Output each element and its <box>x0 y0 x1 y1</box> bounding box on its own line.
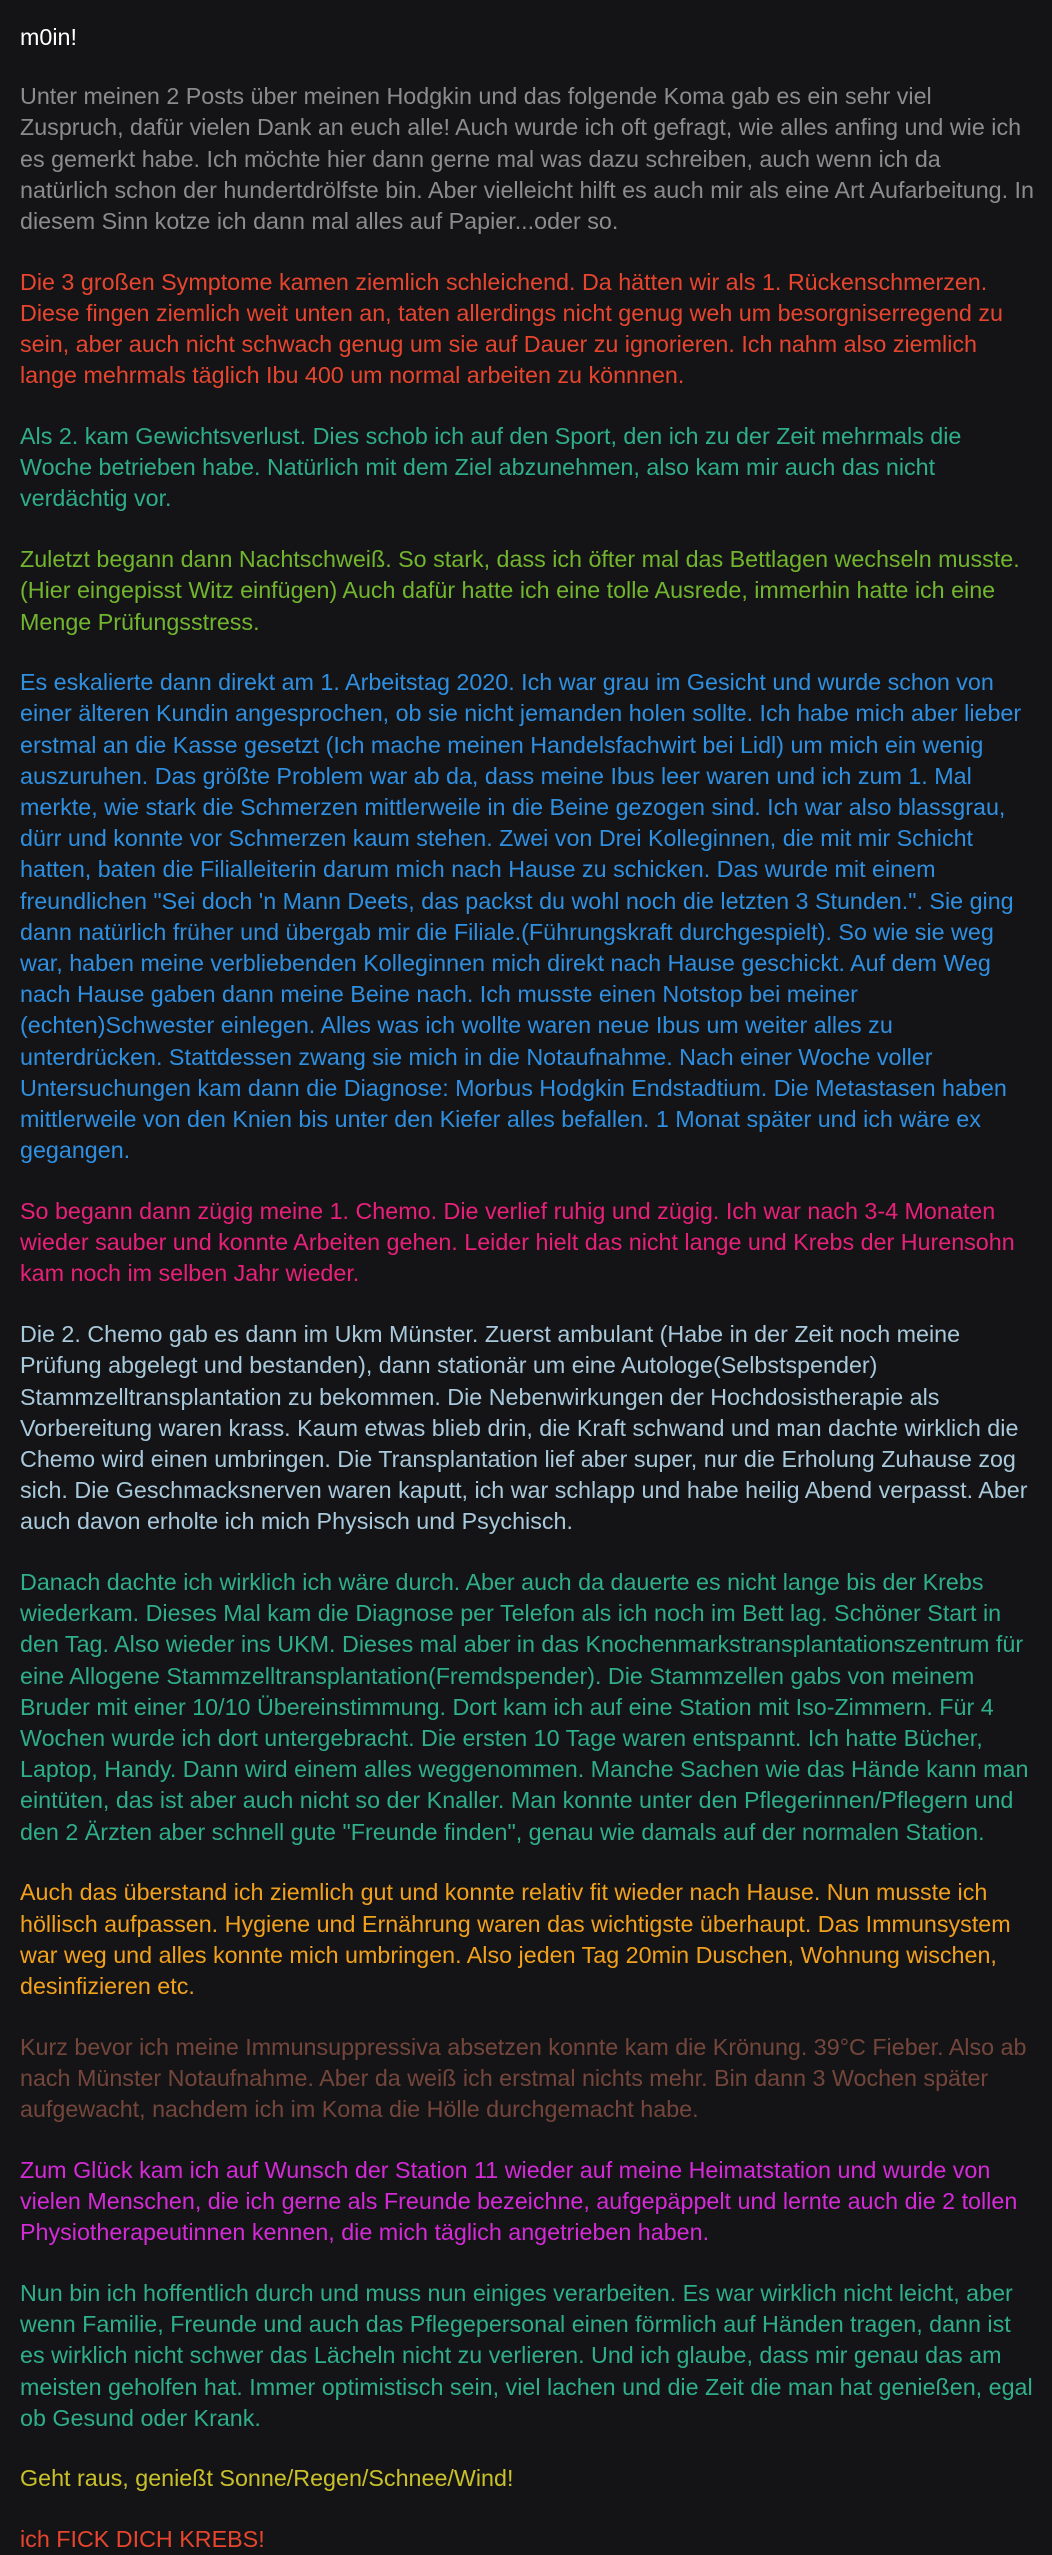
paragraph-back-pain: Die 3 großen Symptome kamen ziemlich schleichend. Da hätten wir als 1. Rückenschmerzen. Diese fingen ziemlich weit unten an, taten allerdings nicht genug weh um besorgniserregend zu sein, aber auch nicht schwach genug um sie auf Dauer zu ignorieren. Ich nahm also ziemlich lange mehrmals täglich Ibu 400 um normal arbeiten zu könnnen. <box>20 268 1003 389</box>
post-greeting: m0in! <box>20 24 77 50</box>
paragraph-second-chemo: Die 2. Chemo gab es dann im Ukm Münster. Zuerst ambulant (Habe in der Zeit noch meine Prüfung abgelegt und bestanden), dann stationär um eine Autologe(Selbstspender) Stammzelltransplantation zu bekommen. Die Nebenwirkungen der Hochdosistherapie als Vorbereitung waren krass. Kaum etwas blieb drin, die Kraft schwand und man dachte wirklich die Chemo wird einen umbringen. Die Transplantation lief aber super, nur die Erholung Zuhause zog sich. Die Geschmacksnerven waren kaputt, ich war schlapp und habe heilig Abend verpasst. Aber auch davon erholte ich mich Physisch und Psychisch. <box>20 1321 1028 1535</box>
paragraph-closing: ich FICK DICH KREBS! <box>20 2526 265 2553</box>
paragraph-go-outside: Geht raus, genießt Sonne/Regen/Schnee/Wind! <box>20 2465 514 2492</box>
paragraph-coma: Kurz bevor ich meine Immunsuppressiva absetzen konnte kam die Krönung. 39°C Fieber. Also ab nach Münster Notaufnahme. Aber da weiß ich erstmal nichts mehr. Bin dann 3 Wochen später aufgewacht, nachdem ich im Koma die Hölle durchgemacht habe. <box>20 2033 1027 2123</box>
paragraph-intro: Unter meinen 2 Posts über meinen Hodgkin und das folgende Koma gab es ein sehr viel Zuspruch, dafür vielen Dank an euch alle! Auch wurde ich oft gefragt, wie alles anfing und wie ich es gemerkt habe. Ich möchte hier dann gerne mal was dazu schreiben, auch wenn ich da natürlich schon der hundertdrölfste bin. Aber vielleicht hilft es auch mir als eine Art Aufarbeitung. In diesem Sinn kotze ich dann mal alles auf Papier...oder so. <box>20 83 1034 235</box>
paragraph-station-11: Zum Glück kam ich auf Wunsch der Station 11 wieder auf meine Heimatstation und wurde von vielen Menschen, die ich gerne als Freunde bezeichne, aufgepäppelt und lernte auch die 2 tollen Physiotherapeutinnen kennen, die mich täglich angetrieben haben. <box>20 2156 1018 2246</box>
paragraph-recovery-home: Auch das überstand ich ziemlich gut und konnte relativ fit wieder nach Hause. Nun musste ich höllisch aufpassen. Hygiene und Ernährung waren das wichtigste überhaupt. Das Immunsystem war weg und alles konnte mich umbringen. Also jeden Tag 20min Duschen, Wohnung wischen, desinfizieren etc. <box>20 1879 1011 1999</box>
paragraph-reflection: Nun bin ich hoffentlich durch und muss nun einiges verarbeiten. Es war wirklich nicht leicht, aber wenn Familie, Freunde und auch das Pflegepersonal einen förmlich auf Händen tragen, dann ist es wirklich nicht schwer das Lächeln nicht zu verlieren. Und ich glaube, dass mir genau das am meisten geholfen hat. Immer optimistisch sein, viel lachen und die Zeit die man hat genießen, egal ob Gesund oder Krank. <box>20 2279 1033 2431</box>
paragraph-weight-loss: Als 2. kam Gewichtsverlust. Dies schob ich auf den Sport, den ich zu der Zeit mehrmals die Woche betrieben habe. Natürlich mit dem Ziel abzunehmen, also kam mir auch das nicht verdächtig vor. <box>20 423 962 512</box>
paragraph-first-chemo: So begann dann zügig meine 1. Chemo. Die verlief ruhig und zügig. Ich war nach 3-4 Monaten wieder sauber und konnte Arbeiten gehen. Leider hielt das nicht lange und Krebs der Hurensohn kam noch im selben Jahr wieder. <box>20 1198 1015 1287</box>
paragraph-escalation: Es eskalierte dann direkt am 1. Arbeitstag 2020. Ich war grau im Gesicht und wurde schon von einer älteren Kundin angesprochen, ob sie nicht jemanden holen sollte. Ich habe mich aber lieber erstmal an die Kasse gesetzt (Ich mache meinen Handelsfachwirt bei Lidl) um mich ein wenig auszuruhen. Das größte Problem war ab da, dass meine Ibus leer waren und ich zum 1. Mal merkte, wie stark die Schmerzen mittlerweile in die Beine gezogen sind. Ich war also blassgrau, dürr und konnte vor Schmerzen kaum stehen. Zwei von Drei Kolleginnen, die mit mir Schicht hatten, baten die Filialleiterin darum mich nach Hause zu schicken. Das wurde mit einem freundlichen "Sei doch 'n Mann Deets, das packst du wohl noch die letzten 3 Stunden.". Sie ging dann natürlich früher und übergab mir die Filiale.(Führungskraft durchgespielt). So wie sie weg war, haben meine verbliebenden Kolleginnen mich direkt nach Hause geschickt. Auf dem Weg nach Hause gaben dann meine Beine nach. Ich musste einen Notstop bei meiner (echten)Schwester einlegen. Alles was ich wollte waren neue Ibus um weiter alles zu unterdrücken. Stattdessen zwang sie mich in die Notaufnahme. Nach einer Woche voller Untersuchungen kam dann die Diagnose: Morbus Hodgkin Endstadtium. Die Metastasen haben mittlerweile von den Knien bis unter den Kiefer alles befallen. 1 Monat später und ich wäre ex gegangen. <box>20 669 1022 1164</box>
paragraph-transplant: Danach dachte ich wirklich ich wäre durch. Aber auch da dauerte es nicht lange bis der Krebs wiederkam. Dieses Mal kam die Diagnose per Telefon als ich noch im Bett lag. Schöner Start in den Tag. Also wieder ins UKM. Dieses mal aber in das Knochenmarkstransplantationszentrum für eine Allogene Stammzelltransplantation(Fremdspender). Die Stammzellen gabs von meinem Bruder mit einer 10/10 Übereinstimmung. Dort kam ich auf eine Station mit Iso-Zimmern. Für 4 Wochen wurde ich dort untergebracht. Die ersten 10 Tage waren entspannt. Ich hatte Bücher, Laptop, Handy. Dann wird einem alles weggenommen. Manche Sachen wie das Hände kann man eintüten, das ist aber auch nicht so der Knaller. Man konnte unter den Pflegerinnen/Pflegern und den 2 Ärzten aber schnell gute "Freunde finden", genau wie damals auf der normalen Station. <box>20 1569 1029 1845</box>
paragraph-night-sweats: Zuletzt begann dann Nachtschweiß. So stark, dass ich öfter mal das Bettlagen wechseln musste.(Hier eingepisst Witz einfügen) Auch dafür hatte ich eine tolle Ausrede, immerhin hatte ich eine Menge Prüfungsstress. <box>20 546 1020 635</box>
